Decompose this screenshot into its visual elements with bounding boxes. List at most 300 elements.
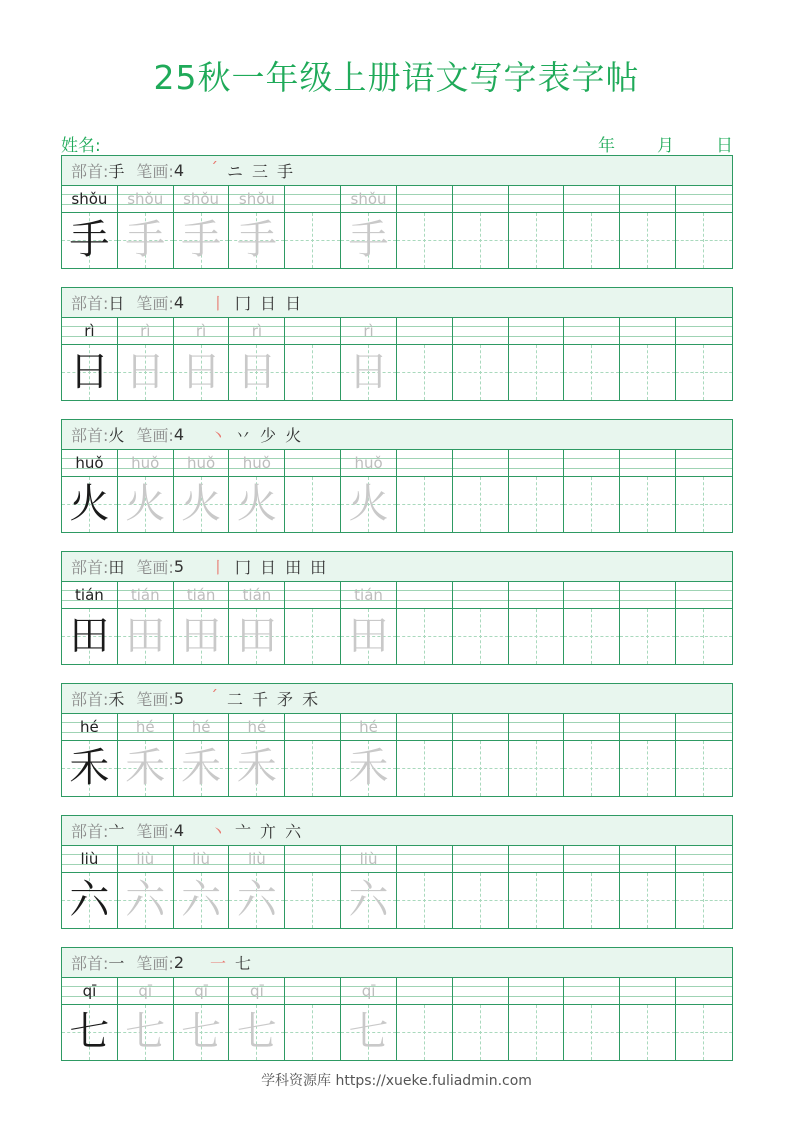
pinyin-trace: huǒ [186,454,216,472]
pinyin-row [341,714,396,741]
practice-grid [62,582,732,664]
grid-cell[interactable] [509,714,565,796]
pinyin-row [564,318,619,345]
tianzige-box [174,741,229,796]
pinyin-row [285,318,340,345]
year-label: 年 [598,136,615,156]
pinyin-row [564,186,619,213]
tianzige-box [564,345,619,400]
stroke-step: 冂 [235,294,252,313]
character-block [61,815,733,929]
stroke-step: 手 [277,162,294,181]
stroke-step: 六 [285,822,302,841]
pinyin-row [509,450,564,477]
grid-cell[interactable] [453,978,509,1060]
radical-value: 亠 [108,822,125,841]
pinyin-trace: qī [138,982,153,1000]
tianzige-box [509,213,564,268]
trace-character: 田 [125,613,166,659]
grid-cell[interactable] [509,846,565,928]
pinyin-trace: rì [195,322,207,340]
stroke-order [210,951,260,974]
grid-cell[interactable] [509,186,565,268]
grid-cell[interactable] [174,318,230,400]
pinyin-row [620,186,675,213]
grid-cell[interactable] [676,846,732,928]
pinyin-model: hé [80,718,99,736]
tianzige-box [397,873,452,928]
tianzige-box [564,213,619,268]
pinyin-row [62,714,117,741]
stroke-step: 田 [310,558,327,577]
tianzige-box [453,345,508,400]
pinyin-row [676,186,732,213]
grid-cell[interactable] [453,846,509,928]
tianzige-box [620,609,675,664]
grid-cell[interactable] [229,978,285,1060]
radical-label: 部首: [71,954,109,973]
tianzige-box [620,213,675,268]
pinyin-model: qī [82,982,97,1000]
tianzige-box [564,873,619,928]
tianzige-box [62,873,117,928]
grid-cell[interactable] [397,846,453,928]
grid-cell[interactable] [453,450,509,532]
radical-value: 日 [108,294,125,313]
grid-cell[interactable] [453,186,509,268]
tianzige-box [285,1005,340,1060]
character-block [61,287,733,401]
grid-cell[interactable] [174,450,230,532]
pinyin-row [676,846,732,873]
pinyin-trace: hé [359,718,378,736]
tianzige-box [676,477,732,532]
stroke-step: 矛 [277,690,294,709]
grid-cell[interactable] [620,186,676,268]
pinyin-row [118,450,173,477]
tianzige-box [620,1005,675,1060]
stroke-count-value: 5 [173,557,185,576]
grid-cell[interactable] [341,450,397,532]
tianzige-box [453,741,508,796]
pinyin-row [509,582,564,609]
grid-cell[interactable] [509,318,565,400]
tianzige-box [229,213,284,268]
grid-cell[interactable] [118,582,174,664]
grid-cell[interactable] [620,978,676,1060]
trace-character: 手 [236,217,277,263]
tianzige-box [341,873,396,928]
pinyin-row [229,846,284,873]
grid-cell[interactable] [118,450,174,532]
stroke-step: 丨 [210,294,227,313]
grid-cell[interactable] [564,582,620,664]
pinyin-row [174,846,229,873]
pinyin-row [229,582,284,609]
stroke-step: 千 [252,690,269,709]
stroke-count-value: 4 [173,293,185,312]
pinyin-model: shǒu [71,190,108,208]
pinyin-row [620,846,675,873]
grid-cell[interactable] [397,318,453,400]
stroke-order [210,819,310,842]
grid-cell[interactable] [118,318,174,400]
grid-cell[interactable] [564,714,620,796]
grid-cell[interactable] [62,714,118,796]
tianzige-box [62,1005,117,1060]
stroke-order [210,291,310,314]
radical-label: 部首: [71,822,109,841]
trace-character: 火 [236,481,277,527]
trace-character: 七 [181,1009,222,1055]
pinyin-row [285,450,340,477]
day-label: 日 [716,136,733,156]
stroke-step: 禾 [302,690,319,709]
grid-cell[interactable] [341,582,397,664]
pinyin-row [676,450,732,477]
grid-cell[interactable] [509,978,565,1060]
grid-cell[interactable] [341,186,397,268]
grid-cell[interactable] [397,714,453,796]
pinyin-row [397,186,452,213]
block-header [62,420,732,450]
tianzige-box [285,345,340,400]
model-character: 日 [69,349,110,395]
grid-cell[interactable] [174,978,230,1060]
pinyin-row [341,186,396,213]
stroke-step: 三 [252,162,269,181]
tianzige-box [453,1005,508,1060]
tianzige-box [564,609,619,664]
pinyin-row [174,186,229,213]
grid-cell[interactable] [229,186,285,268]
grid-cell[interactable] [676,186,732,268]
grid-cell[interactable] [285,846,341,928]
stroke-step: 亣 [260,822,277,841]
grid-cell[interactable] [62,318,118,400]
grid-cell[interactable] [118,186,174,268]
pinyin-trace: liù [192,850,210,868]
block-header [62,948,732,978]
tianzige-box [341,213,396,268]
grid-cell[interactable] [285,978,341,1060]
tianzige-box [397,345,452,400]
tianzige-box [620,741,675,796]
pinyin-row [174,714,229,741]
grid-cell[interactable] [174,714,230,796]
tianzige-box [453,213,508,268]
trace-character: 手 [181,217,222,263]
tianzige-box [397,1005,452,1060]
trace-character: 六 [125,877,166,923]
grid-cell[interactable] [174,186,230,268]
tianzige-box [118,741,173,796]
stroke-step: ˊ [210,687,219,706]
trace-character: 手 [125,217,166,263]
stroke-step: 冂 [235,558,252,577]
stroke-step: 火 [285,426,302,445]
pinyin-row [453,714,508,741]
tianzige-box [453,609,508,664]
tianzige-box [676,873,732,928]
pinyin-row [397,582,452,609]
grid-cell[interactable] [285,318,341,400]
pinyin-row [341,450,396,477]
pinyin-trace: tián [354,586,383,604]
info-row [61,131,733,156]
grid-cell[interactable] [509,450,565,532]
model-character: 七 [69,1009,110,1055]
grid-cell[interactable] [341,846,397,928]
pinyin-model: huǒ [75,454,104,472]
tianzige-box [174,1005,229,1060]
grid-cell[interactable] [285,450,341,532]
tianzige-box [341,741,396,796]
model-character: 田 [69,613,110,659]
grid-cell[interactable] [509,582,565,664]
radical-label: 部首: [71,162,109,181]
grid-cell[interactable] [620,450,676,532]
tianzige-box [397,741,452,796]
trace-character: 日 [348,349,389,395]
stroke-step: 一 [210,954,227,973]
pinyin-row [620,318,675,345]
pinyin-row [509,318,564,345]
pinyin-row [118,714,173,741]
grid-cell[interactable] [620,714,676,796]
trace-character: 火 [348,481,389,527]
pinyin-row [453,186,508,213]
tianzige-box [509,741,564,796]
grid-cell[interactable] [397,450,453,532]
grid-cell[interactable] [229,846,285,928]
grid-cell[interactable] [453,582,509,664]
radical-label: 部首: [71,294,109,313]
model-character: 禾 [69,745,110,791]
grid-cell[interactable] [341,978,397,1060]
pinyin-model: tián [75,586,104,604]
pinyin-row [229,318,284,345]
stroke-count-value: 4 [173,161,185,180]
stroke-step: 丶 [210,426,227,445]
tianzige-box [564,1005,619,1060]
character-block [61,683,733,797]
pinyin-row [453,846,508,873]
radical-value: 火 [108,426,125,445]
tianzige-box [62,213,117,268]
grid-cell[interactable] [564,450,620,532]
grid-cell[interactable] [62,846,118,928]
stroke-count-label: 笔画: [136,426,174,445]
pinyin-row [676,978,732,1005]
tianzige-box [229,873,284,928]
tianzige-box [341,1005,396,1060]
pinyin-row [397,846,452,873]
grid-cell[interactable] [397,186,453,268]
tianzige-box [62,477,117,532]
pinyin-trace: rì [363,322,374,340]
grid-cell[interactable] [174,582,230,664]
tianzige-box [229,609,284,664]
grid-cell[interactable] [453,318,509,400]
grid-cell[interactable] [564,978,620,1060]
pinyin-row [62,318,117,345]
grid-cell[interactable] [229,714,285,796]
tianzige-box [118,609,173,664]
tianzige-box [229,477,284,532]
stroke-count-value: 4 [173,821,185,840]
pinyin-row [676,714,732,741]
grid-cell[interactable] [229,318,285,400]
stroke-step: 亠 [235,822,252,841]
grid-cell[interactable] [676,318,732,400]
tianzige-box [341,609,396,664]
grid-cell[interactable] [229,450,285,532]
pinyin-trace: hé [135,718,155,736]
pinyin-row [174,450,229,477]
pinyin-model: liù [80,850,99,868]
stroke-step: 日 [285,294,302,313]
stroke-count-value: 4 [173,425,185,444]
grid-cell[interactable] [118,846,174,928]
tianzige-box [62,345,117,400]
tianzige-box [174,609,229,664]
grid-cell[interactable] [676,582,732,664]
grid-cell[interactable] [285,714,341,796]
grid-cell[interactable] [118,978,174,1060]
pinyin-row [620,978,675,1005]
trace-character: 田 [348,613,389,659]
stroke-order [210,687,327,710]
pinyin-trace: shǒu [183,190,220,208]
grid-cell[interactable] [118,714,174,796]
tianzige-box [397,477,452,532]
stroke-step: 七 [235,954,252,973]
stroke-count-label: 笔画: [136,822,174,841]
grid-cell[interactable] [62,582,118,664]
trace-character: 禾 [236,745,277,791]
grid-cell[interactable] [397,978,453,1060]
grid-cell[interactable] [62,450,118,532]
trace-character: 日 [125,349,166,395]
tianzige-box [118,873,173,928]
pinyin-row [118,978,173,1005]
pinyin-row [453,978,508,1005]
stroke-order [210,555,335,578]
grid-cell[interactable] [620,582,676,664]
tianzige-box [118,477,173,532]
stroke-count-label: 笔画: [136,690,174,709]
block-header [62,156,732,186]
radical-label: 部首: [71,426,109,445]
trace-character: 七 [348,1009,389,1055]
grid-cell[interactable] [620,846,676,928]
grid-cell[interactable] [564,186,620,268]
grid-cell[interactable] [564,318,620,400]
pinyin-trace: shǒu [350,190,387,208]
stroke-count-label: 笔画: [136,954,174,973]
trace-character: 禾 [125,745,166,791]
tianzige-box [564,741,619,796]
model-character: 手 [69,217,110,263]
trace-character: 日 [181,349,222,395]
tianzige-box [62,741,117,796]
pinyin-row [397,714,452,741]
grid-cell[interactable] [229,582,285,664]
tianzige-box [509,345,564,400]
grid-cell[interactable] [174,846,230,928]
tianzige-box [285,873,340,928]
pinyin-trace: liù [247,850,266,868]
month-label: 月 [657,136,674,156]
character-block [61,551,733,665]
pinyin-row [676,582,732,609]
pinyin-trace: huǒ [354,454,383,472]
grid-cell[interactable] [397,582,453,664]
grid-cell[interactable] [453,714,509,796]
trace-character: 禾 [181,745,222,791]
trace-character: 田 [236,613,277,659]
tianzige-box [676,345,732,400]
pinyin-row [62,582,117,609]
tianzige-box [620,477,675,532]
pinyin-trace: hé [247,718,267,736]
pinyin-row [62,846,117,873]
pinyin-trace: tián [242,586,272,604]
radical-value: 一 [108,954,125,973]
grid-cell[interactable] [285,186,341,268]
pinyin-row [341,978,396,1005]
grid-cell[interactable] [676,450,732,532]
stroke-count-label: 笔画: [136,162,174,181]
date-fields [563,131,733,156]
grid-cell[interactable] [341,714,397,796]
tianzige-box [62,609,117,664]
tianzige-box [229,741,284,796]
practice-grid [62,714,732,796]
grid-cell[interactable] [285,582,341,664]
character-block [61,419,733,533]
pinyin-row [285,846,340,873]
practice-grid [62,978,732,1060]
pinyin-row [397,450,452,477]
block-header [62,684,732,714]
pinyin-row [174,978,229,1005]
pinyin-row [341,846,396,873]
grid-cell[interactable] [341,318,397,400]
stroke-step: ˊ [210,159,219,178]
trace-character: 田 [181,613,222,659]
grid-cell[interactable] [62,186,118,268]
grid-cell[interactable] [676,978,732,1060]
tianzige-box [341,477,396,532]
pinyin-row [229,186,284,213]
pinyin-row [564,582,619,609]
stroke-step: 日 [260,558,277,577]
pinyin-trace: rì [251,322,263,340]
grid-cell[interactable] [564,846,620,928]
grid-cell[interactable] [676,714,732,796]
stroke-step: 丨 [210,558,227,577]
pinyin-row [620,450,675,477]
grid-cell[interactable] [620,318,676,400]
tianzige-box [118,213,173,268]
tianzige-box [229,1005,284,1060]
tianzige-box [453,477,508,532]
tianzige-box [620,873,675,928]
grid-cell[interactable] [62,978,118,1060]
pinyin-trace: hé [191,718,211,736]
